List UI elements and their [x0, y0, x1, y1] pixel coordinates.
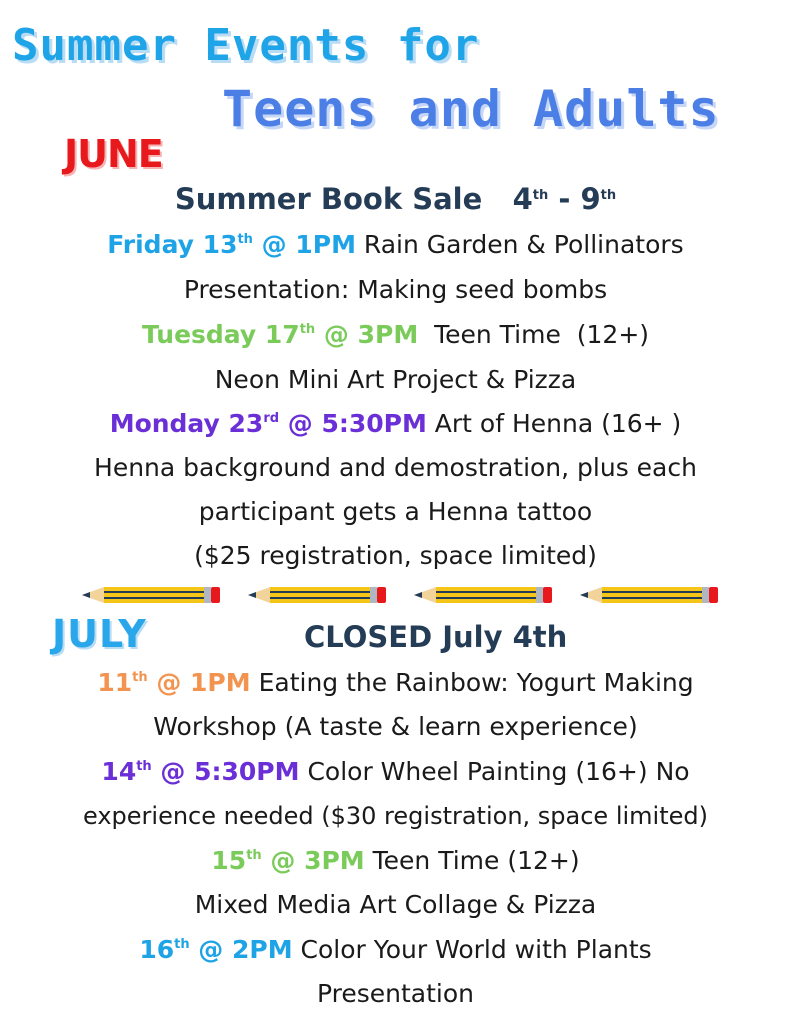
june-event-2-line-2: Neon Mini Art Project & Pizza — [214, 365, 577, 394]
pencil-icon — [82, 584, 222, 606]
june-event-3-line-3: participant gets a Henna tattoo — [198, 497, 593, 526]
june-event-2-title: Teen Time (12+) — [418, 320, 650, 349]
june-event-1-line-2: Presentation: Making seed bombs — [183, 275, 608, 304]
june-event-1-title: Rain Garden & Pollinators — [355, 230, 684, 259]
june-event-1-line-1 — [0, 230, 791, 260]
june-event-2-line-1 — [0, 320, 791, 350]
july-event-4-line-2: Presentation — [316, 979, 474, 1008]
july-event-4-title: Color Your World with Plants — [292, 935, 652, 964]
june-event-3-line-2: Henna background and demostration, plus each — [94, 453, 697, 482]
july-event-4-line-1 — [0, 935, 791, 965]
closed-notice: CLOSED July 4th — [304, 620, 568, 654]
july-event-3-when: 15th @ 3PM — [211, 846, 365, 875]
july-event-2-line-2: experience needed ($30 registration, space limited) — [83, 802, 708, 830]
june-event-3-line-4: ($25 registration, space limited) — [194, 541, 597, 570]
book-sale-date-end: - 9 — [548, 182, 601, 216]
july-event-1-line-2: Workshop (A taste & learn experience) — [153, 712, 638, 741]
pencil-icon — [414, 584, 554, 606]
june-event-2-when: Tuesday 17th @ 3PM — [141, 320, 419, 349]
month-june: JUNE — [64, 132, 163, 176]
month-july: JULY — [52, 612, 147, 656]
title-line-1: Summer Events for — [12, 20, 480, 71]
july-event-1-line-1 — [0, 668, 791, 698]
june-event-1-when: Friday 13th @ 1PM — [107, 230, 356, 259]
july-event-1-title: Eating the Rainbow: Yogurt Making — [250, 668, 694, 697]
july-event-1-when: 11th @ 1PM — [97, 668, 251, 697]
pencil-icon — [248, 584, 388, 606]
july-event-4-when: 16th @ 2PM — [139, 935, 293, 964]
title-line-2: Teens and Adults — [222, 80, 720, 138]
june-event-3-line-1 — [0, 409, 791, 439]
pencil-icon — [580, 584, 720, 606]
book-sale-sup-a: th — [532, 188, 549, 203]
july-event-2-when: 14th @ 5:30PM — [101, 757, 300, 786]
june-event-3-when: Monday 23rd @ 5:30PM — [109, 409, 427, 438]
book-sale-sup-b: th — [600, 188, 617, 203]
june-event-3-title: Art of Henna (16+ ) — [426, 409, 682, 438]
book-sale-heading — [0, 184, 791, 214]
july-event-3-line-2: Mixed Media Art Collage & Pizza — [194, 890, 597, 919]
book-sale-date-start: 4 — [512, 182, 533, 216]
july-event-3-line-1 — [0, 846, 791, 876]
july-event-3-title: Teen Time (12+) — [364, 846, 580, 875]
july-event-2-line-1 — [0, 757, 791, 787]
book-sale-label: Summer Book Sale — [174, 182, 483, 216]
july-event-2-title: Color Wheel Painting (16+) No — [299, 757, 690, 786]
